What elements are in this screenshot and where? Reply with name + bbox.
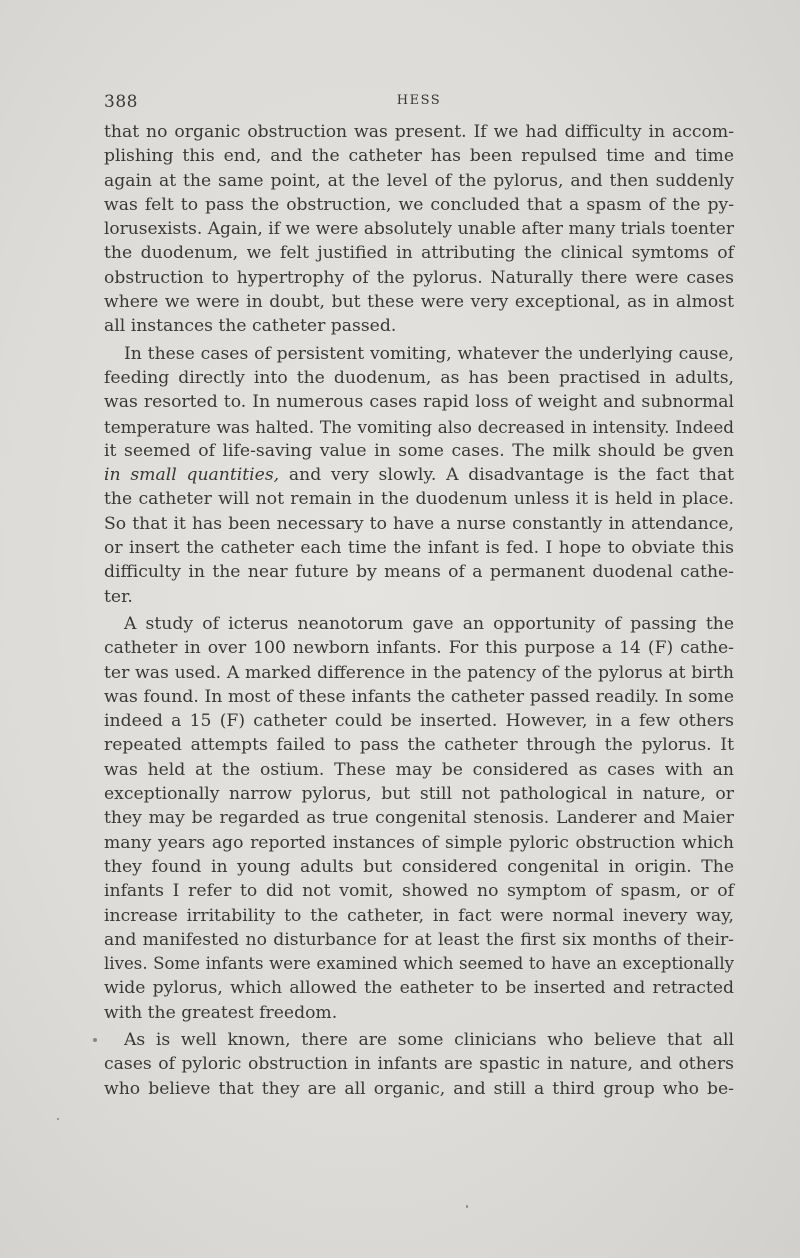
text-line: So that it has been necessary to have a nurse constantly in attendance,	[104, 513, 734, 534]
italic-phrase: in small quantities,	[104, 465, 280, 486]
ink-speck	[466, 1205, 468, 1208]
text-line: lives. Some infants were examined which seemed to have an exceptionally	[104, 954, 734, 974]
text-line: with the greatest freedom.	[104, 1002, 338, 1023]
text-line: increase irritability to the catheter, in fact were normal inevery way,	[104, 905, 734, 926]
text-line: A study of icterus neanotorum gave an opportunity of passing the	[124, 613, 734, 634]
text-line: exceptionally narrow pylorus, but still not pathological in nature, or	[104, 784, 734, 805]
text-line: they may be regarded as true congenital stenosis. Landerer and Maier	[104, 808, 734, 829]
text-line: they found in young adults but considered congenital in origin. The	[104, 856, 734, 877]
body-text	[104, 120, 734, 1101]
text-line: In these cases of persistent vomiting, whatever the underlying cause,	[124, 343, 734, 364]
text-line: repeated attempts failed to pass the catheter through the pylorus. It	[104, 735, 734, 756]
text-line: was held at the ostium. These may be considered as cases with an	[104, 759, 734, 780]
paragraph-4	[104, 1028, 734, 1101]
text-line: infants I refer to did not vomit, showed no symptom of spasm, or of	[104, 881, 734, 902]
paragraph-1	[104, 120, 734, 339]
text-line: wide pylorus, which allowed the eatheter to be inserted and retracted	[104, 978, 734, 999]
text-line: where we were in doubt, but these were very exceptional, as in almost	[104, 292, 734, 313]
text-line	[104, 463, 734, 487]
text-line: again at the same point, at the level of the pylorus, and then suddenly	[104, 170, 734, 191]
text-line: feeding directly into the duodenum, as has been practised in adults,	[104, 367, 734, 388]
text-line: was felt to pass the obstruction, we concluded that a spasm of the py-	[104, 194, 734, 215]
text-line: As is well known, there are some clinicians who believe that all	[124, 1029, 734, 1050]
text-line: was resorted to. In numerous cases rapid loss of weight and subnormal	[104, 392, 734, 413]
page-number: 388	[104, 92, 138, 112]
text-line: ter was used. A marked difference in the patency of the pylorus at birth	[104, 662, 734, 683]
text-line: ter.	[104, 586, 133, 607]
text-line: lorusexists. Again, if we were absolutely unable after many trials toenter	[104, 219, 734, 240]
ink-speck	[57, 1118, 59, 1120]
text-line: all instances the catheter passed.	[104, 316, 397, 337]
text-line: temperature was halted. The vomiting also decreased in intensity. Indeed	[104, 416, 734, 437]
paragraph-3	[104, 612, 734, 1025]
text-line: indeed a 15 (F) catheter could be inserted. However, in a few others	[104, 711, 734, 732]
text-line: cases of pyloric obstruction in infants are spastic in nature, and others	[104, 1054, 734, 1075]
text-line: difficulty in the near future by means of a permanent duodenal cathe-	[104, 562, 734, 583]
text-line: catheter in over 100 newborn infants. For this purpose a 14 (F) cathe-	[104, 638, 734, 659]
text-line: many years ago reported instances of simple pyloric obstruction which	[104, 832, 734, 853]
text-line: that no organic obstruction was present. If we had difficulty in accom-	[104, 122, 734, 142]
text-line: the catheter will not remain in the duodenum unless it is held in place.	[104, 489, 734, 510]
ink-speck	[93, 1038, 97, 1042]
paragraph-2	[104, 342, 734, 609]
text-line: and manifested no disturbance for at least the first six months of their-	[104, 929, 734, 950]
text-line: who believe that they are all organic, and still a third group who be-	[104, 1078, 734, 1099]
page-header	[104, 92, 734, 116]
text-line: it seemed of life-saving value in some cases. The milk should be gven	[104, 440, 734, 461]
text-line: was found. In most of these infants the catheter passed readily. In some	[104, 686, 734, 707]
text-run: and very slowly. A disadvantage is the fact that	[279, 465, 734, 486]
text-line: or insert the catheter each time the infant is fed. I hope to obviate this	[104, 538, 734, 559]
text-line: plishing this end, and the catheter has been repulsed time and time	[104, 146, 734, 167]
text-line: the duodenum, we felt justified in attributing the clinical symtoms of	[104, 243, 734, 264]
text-line: obstruction to hypertrophy of the pylorus. Naturally there were cases	[104, 267, 734, 288]
running-head: HESS	[396, 93, 442, 108]
